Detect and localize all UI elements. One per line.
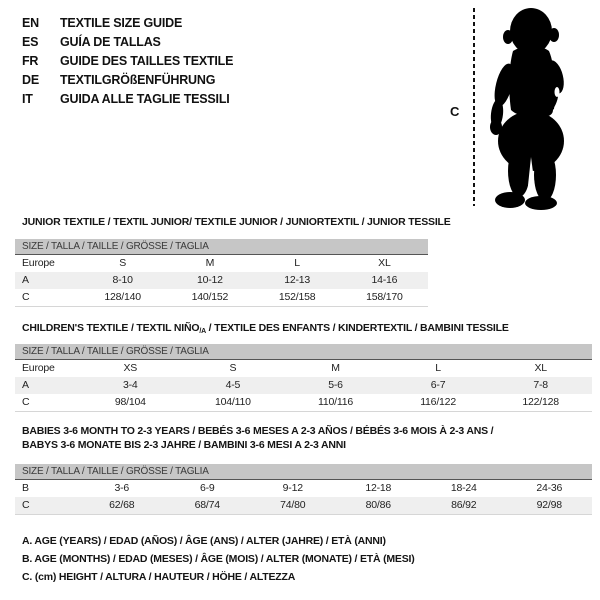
section-title-children-pre: CHILDREN'S TEXTILE / TEXTIL NIÑO	[22, 322, 200, 334]
size-cell: 92/98	[536, 499, 562, 511]
size-header-bar: SIZE / TALLA / TAILLE / GRÖSSE / TAGLIA	[15, 239, 428, 255]
table-row	[15, 289, 428, 307]
language-code: IT	[22, 92, 33, 106]
table-row	[15, 394, 592, 412]
size-cell: 122/128	[522, 396, 559, 408]
section-title-babies-line1: BABIES 3-6 MONTH TO 2-3 YEARS / BEBÉS 3-6 MESES A 2-3 AÑOS / BÉBÉS 3-6 MOIS À 2-3 ANS /	[22, 425, 494, 437]
size-cell: 10-12	[196, 274, 223, 286]
language-title: GUIDA ALLE TAGLIE TESSILI	[60, 92, 230, 106]
size-header-bar: SIZE / TALLA / TAILLE / GRÖSSE / TAGLIA	[15, 464, 592, 480]
language-title: GUÍA DE TALLAS	[60, 35, 161, 49]
size-cell: 128/140	[104, 291, 141, 303]
size-cell: XL	[534, 362, 547, 374]
language-code: FR	[22, 54, 39, 68]
section-title-children-post: / TEXTILE DES ENFANTS / KINDERTEXTIL / BAMBINI TESSILE	[205, 322, 509, 334]
language-code: DE	[22, 73, 39, 87]
height-measure-dashed-line	[473, 8, 475, 206]
row-label: C	[22, 291, 30, 303]
language-row-fr	[22, 52, 233, 71]
row-label: A	[22, 379, 29, 391]
size-cell: 18-24	[450, 482, 477, 494]
size-cell: 152/158	[278, 291, 316, 303]
size-cell: 158/170	[366, 291, 403, 303]
toddler-silhouette-icon	[486, 5, 574, 211]
size-cell: 9-12	[282, 482, 303, 494]
size-cell: 62/68	[109, 499, 135, 511]
language-title: TEXTILGRÖßENFÜHRUNG	[60, 73, 216, 87]
table-row	[15, 480, 592, 497]
section-title-junior: JUNIOR TEXTILE / TEXTIL JUNIOR/ TEXTILE JUNIOR / JUNIORTEXTIL / JUNIOR TESSILE	[22, 216, 451, 228]
size-cell: S	[119, 257, 127, 269]
size-cell: M	[331, 362, 340, 374]
size-cell: 104/110	[215, 396, 251, 408]
footnotes	[22, 532, 415, 586]
row-label: A	[22, 274, 29, 286]
section-title-children-subscript: /A	[199, 328, 206, 335]
size-cell: L	[435, 362, 441, 374]
size-cell: 3-4	[123, 379, 138, 391]
language-code: EN	[22, 16, 39, 30]
language-title: TEXTILE SIZE GUIDE	[60, 16, 183, 30]
footnote-age-years: A. AGE (YEARS) / EDAD (AÑOS) / ÂGE (ANS) / ALTER (JAHRE) / ETÀ (ANNI)	[22, 535, 386, 547]
language-row-de	[22, 71, 233, 90]
language-code: ES	[22, 35, 39, 49]
language-title: GUIDE DES TAILLES TEXTILE	[60, 54, 234, 68]
size-cell: 68/74	[194, 499, 220, 511]
size-cell: 12-13	[284, 274, 311, 286]
language-row-en	[22, 14, 233, 33]
size-cell: 74/80	[280, 499, 306, 511]
size-cell: M	[205, 257, 215, 269]
size-table-babies	[15, 464, 592, 515]
size-cell: L	[294, 257, 300, 269]
section-title-babies-line2: BABYS 3-6 MONATE BIS 2-3 JAHRE / BAMBINI 3-6 MESI A 2-3 ANNI	[22, 439, 346, 451]
footnote-height: C. (cm) HEIGHT / ALTURA / HAUTEUR / HÖHE / ALTEZZA	[22, 571, 296, 583]
language-list	[22, 14, 233, 109]
size-cell: 98/104	[114, 396, 146, 408]
size-cell: 110/116	[317, 396, 353, 408]
row-label: Europe	[22, 362, 55, 374]
footnote-age-months: B. AGE (MONTHS) / EDAD (MESES) / ÂGE (MOIS) / ALTER (MONATE) / ETÀ (MESI)	[22, 553, 415, 565]
size-cell: S	[229, 362, 237, 374]
size-cell: 86/92	[451, 499, 477, 511]
size-cell: 80/86	[365, 499, 391, 511]
size-cell: XS	[123, 362, 138, 374]
size-cell: 6-7	[430, 379, 446, 391]
table-row	[15, 377, 592, 394]
size-table-children	[15, 344, 592, 412]
size-cell: 7-8	[533, 379, 548, 391]
size-cell: 14-16	[371, 274, 398, 286]
row-label: Europe	[22, 257, 55, 269]
size-cell: 8-10	[112, 274, 133, 286]
size-cell: 6-9	[199, 482, 215, 494]
size-cell: 140/152	[191, 291, 229, 303]
section-title-babies	[22, 424, 493, 452]
row-label: C	[22, 396, 30, 408]
size-table-junior	[15, 239, 428, 307]
language-row-es	[22, 33, 233, 52]
table-row	[15, 272, 428, 289]
size-cell: 5-6	[328, 379, 343, 391]
table-row	[15, 497, 592, 515]
table-row	[15, 360, 592, 377]
size-header-bar: SIZE / TALLA / TAILLE / GRÖSSE / TAGLIA	[15, 344, 592, 360]
size-cell: 4-5	[225, 379, 241, 391]
height-measure-label: C	[450, 104, 460, 119]
size-cell: XL	[378, 257, 391, 269]
size-cell: 24-36	[536, 482, 563, 494]
size-cell: 3-6	[114, 482, 130, 494]
section-title-children	[22, 321, 509, 339]
row-label: B	[22, 482, 29, 494]
size-cell: 12-18	[365, 482, 392, 494]
row-label: C	[22, 499, 30, 511]
size-cell: 116/122	[420, 396, 456, 408]
language-row-it	[22, 90, 233, 109]
table-row	[15, 255, 428, 272]
